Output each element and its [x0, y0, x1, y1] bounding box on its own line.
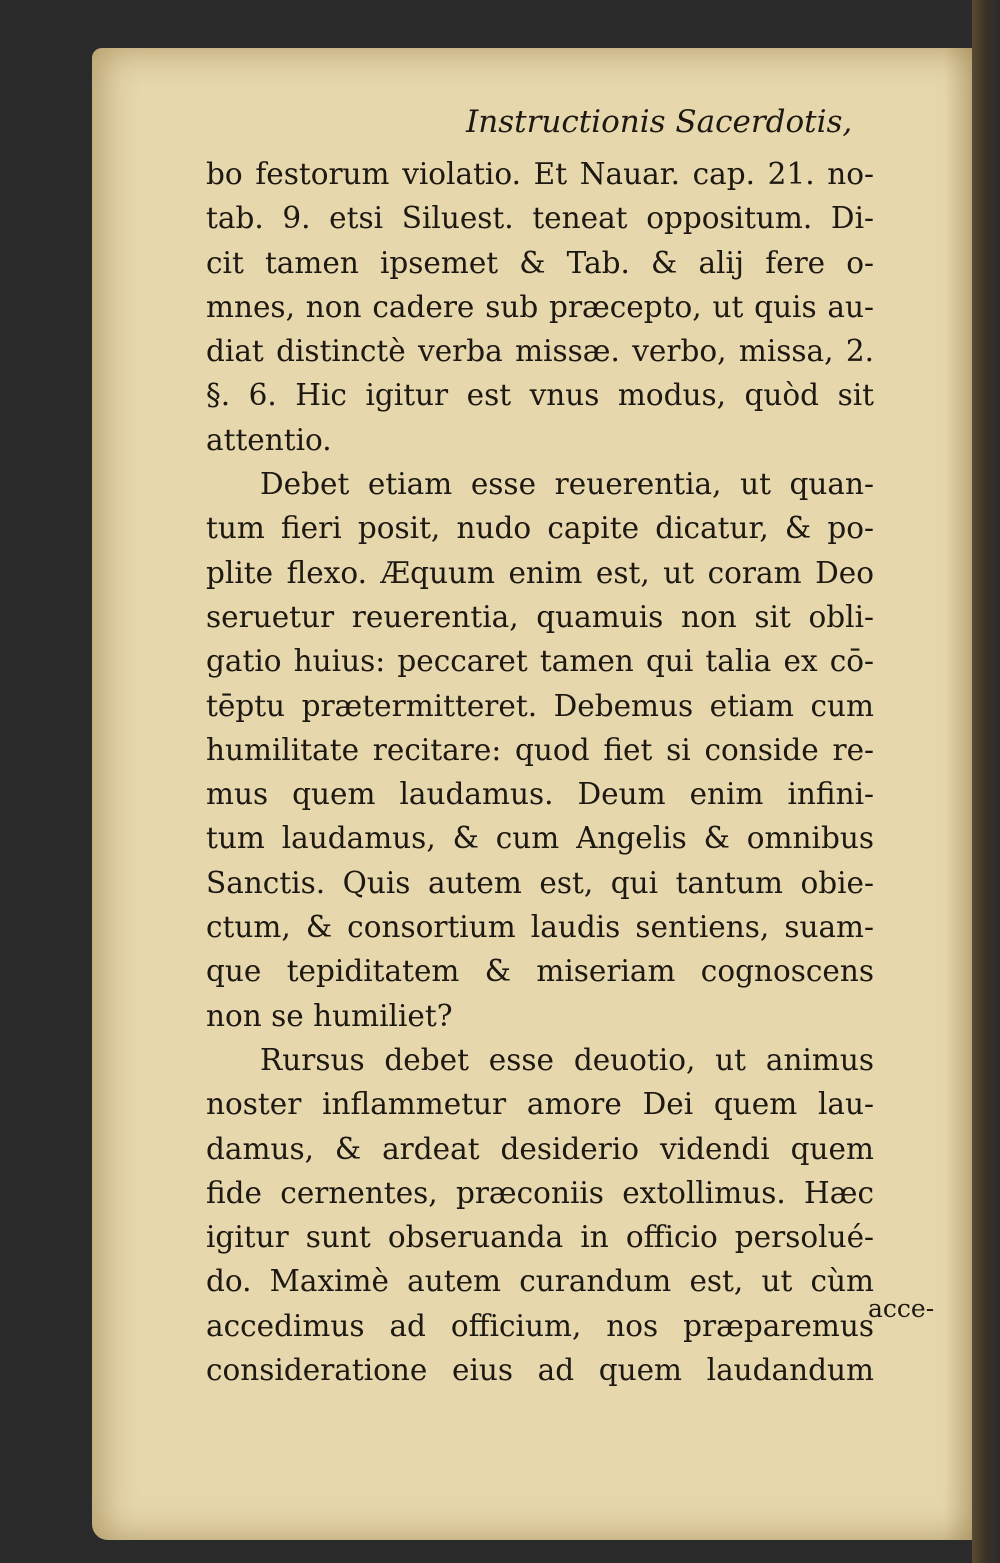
book-binding	[972, 0, 1000, 1563]
text-line: tum fieri posit, nudo capite dicatur, & po-	[206, 511, 874, 546]
text-line: igitur sunt obseruanda in officio persolué-	[206, 1220, 874, 1255]
text-line: damus, & ardeat desiderio videndi quem	[206, 1131, 874, 1166]
text-line: tum laudamus, & cum Angelis & omnibus	[206, 821, 874, 856]
text-line: diat distinctè verba missæ. verbo, missa, 2.	[206, 334, 874, 369]
text-line: noster inflammetur amore Dei quem lau-	[206, 1087, 874, 1122]
text-line: attentio.	[206, 422, 332, 457]
text-line: non se humiliet?	[206, 998, 453, 1033]
catchword: acce-	[868, 1294, 935, 1323]
text-line: seruetur reuerentia, quamuis non sit obli-	[206, 599, 874, 634]
text-line: fide cernentes, præconiis extollimus. Hæc	[206, 1175, 874, 1210]
text-line: Sanctis. Quis autem est, qui tantum obie-	[206, 865, 874, 900]
text-line: consideratione eius ad quem laudandum	[206, 1353, 874, 1388]
body-text	[206, 152, 874, 1392]
text-line: humilitate recitare: quod fiet si conside re-	[206, 732, 874, 767]
text-line: accedimus ad officium, nos præparemus	[206, 1308, 874, 1343]
text-line: gatio huius: peccaret tamen qui talia ex cō-	[206, 644, 874, 679]
text-line: mus quem laudamus. Deum enim infini-	[206, 777, 874, 812]
text-line: bo festorum violatio. Et Nauar. cap. 21. no-	[206, 157, 874, 191]
text-line: mnes, non cadere sub præcepto, ut quis au-	[206, 289, 874, 324]
text-line: §. 6. Hic igitur est vnus modus, quòd sit	[206, 378, 874, 413]
text-line: cit tamen ipsemet & Tab. & alij fere o-	[206, 245, 874, 280]
text-line: Rursus debet esse deuotio, ut animus	[260, 1042, 874, 1077]
text-line: do. Maximè autem curandum est, ut cùm	[206, 1264, 874, 1299]
text-line: tab. 9. etsi Siluest. teneat oppositum. Di-	[206, 201, 874, 236]
text-line: tēptu prætermitteret. Debemus etiam cum	[206, 688, 874, 723]
text-line: Debet etiam esse reuerentia, ut quan-	[260, 467, 874, 502]
text-line: plite flexo. Æquum enim est, ut coram Deo	[206, 555, 874, 590]
running-head: Instructionis Sacerdotis,	[466, 104, 853, 140]
text-line: ctum, & consortium laudis sentiens, suam-	[206, 910, 874, 945]
text-line: que tepiditatem & miseriam cognoscens	[206, 954, 874, 989]
